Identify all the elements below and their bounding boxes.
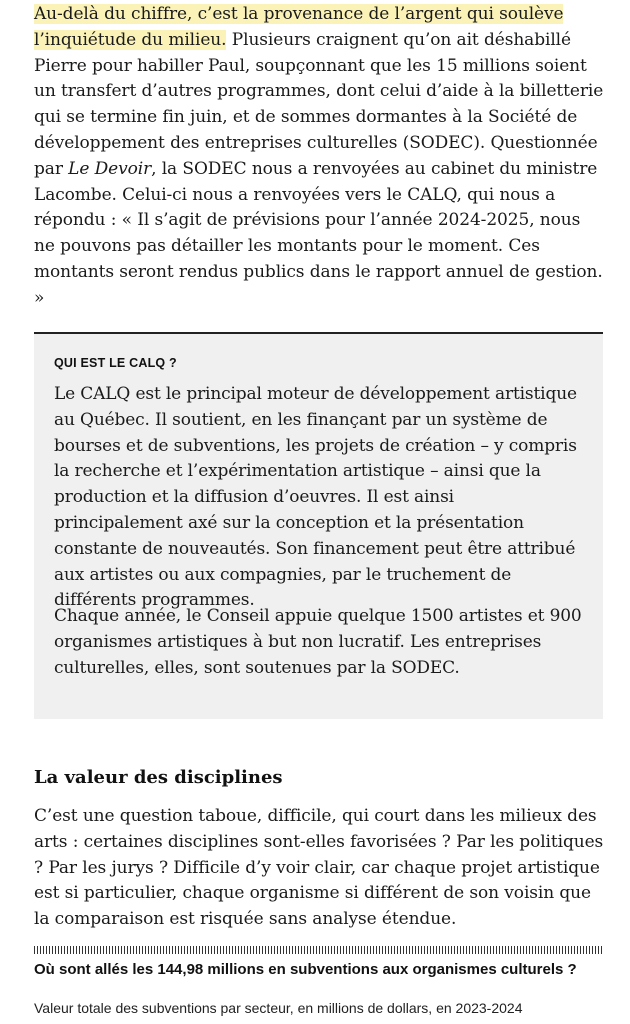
graphic-title: Où sont allés les 144,98 millions en subventions aux organismes culturels ? (34, 961, 577, 978)
callout-heading: QUI EST LE CALQ ? (54, 356, 177, 370)
article-paragraph-2 (34, 804, 606, 933)
graphic-subtitle: Valeur totale des subventions par secteur, en millions de dollars, en 2023-2024 (34, 1000, 523, 1016)
paragraph-text: Plusieurs craignent qu’on ait déshabillé Pierre pour habiller Paul, soupçonnant que les 15 millions soient un transfert d’autres programmes, dont celui d’aide à la billetterie qui se termine fin juin, et de sommes dormantes à la Société de développement des entreprises culturelles (SODEC). Questionnée par (34, 29, 604, 179)
calq-info-box (34, 332, 603, 719)
graphic-divider (34, 946, 604, 954)
highlighted-text: l’inquiétude du milieu. (34, 29, 227, 50)
article-paragraph-1 (34, 2, 606, 312)
callout-paragraph-1: Le CALQ est le principal moteur de développement artistique au Québec. Il soutient, en les finançant par un système de bourses et de subventions, les projets de création – y compris la recherche et l’expérimentation artistique – ainsi que la production et la diffusion d’oeuvres. Il est ainsi principalement axé sur la conception et la présentation constante de nouveautés. Son financement peut être attribué aux artistes ou aux compagnies, par le truchement de différents programmes. (54, 384, 577, 611)
section-heading: La valeur des disciplines (34, 767, 283, 788)
callout-paragraph-2: Chaque année, le Conseil appuie quelque 1500 artistes et 900 organismes artistiques à but non lucratif. Les entreprises culturelles, elles, sont soutenues par la SODEC. (54, 606, 582, 678)
paragraph-text: C’est une question taboue, difficile, qui court dans les milieux des arts : certaines disciplines sont-elles favorisées ? Par les politiques ? Par les jurys ? Difficile d’y voir clair, car chaque projet artistique est si particulier, chaque organisme si différent de son voisin que la comparaison est risquée sans analyse étendue. (34, 806, 604, 930)
publication-name: Le Devoir (68, 158, 152, 179)
paragraph-text: , la SODEC nous a renvoyées au cabinet du ministre Lacombe. Celui-ci nous a renvoyées vers le CALQ, qui nous a répondu : « Il s’agit de prévisions pour l’année 2024-2025, nous ne pouvons pas détailler les montants pour le moment. Ces montants seront rendus publics dans le rapport annuel de gestion. » (34, 158, 603, 308)
highlighted-text: Au-delà du chiffre, c’est la provenance de l’argent qui soulève (34, 4, 564, 24)
